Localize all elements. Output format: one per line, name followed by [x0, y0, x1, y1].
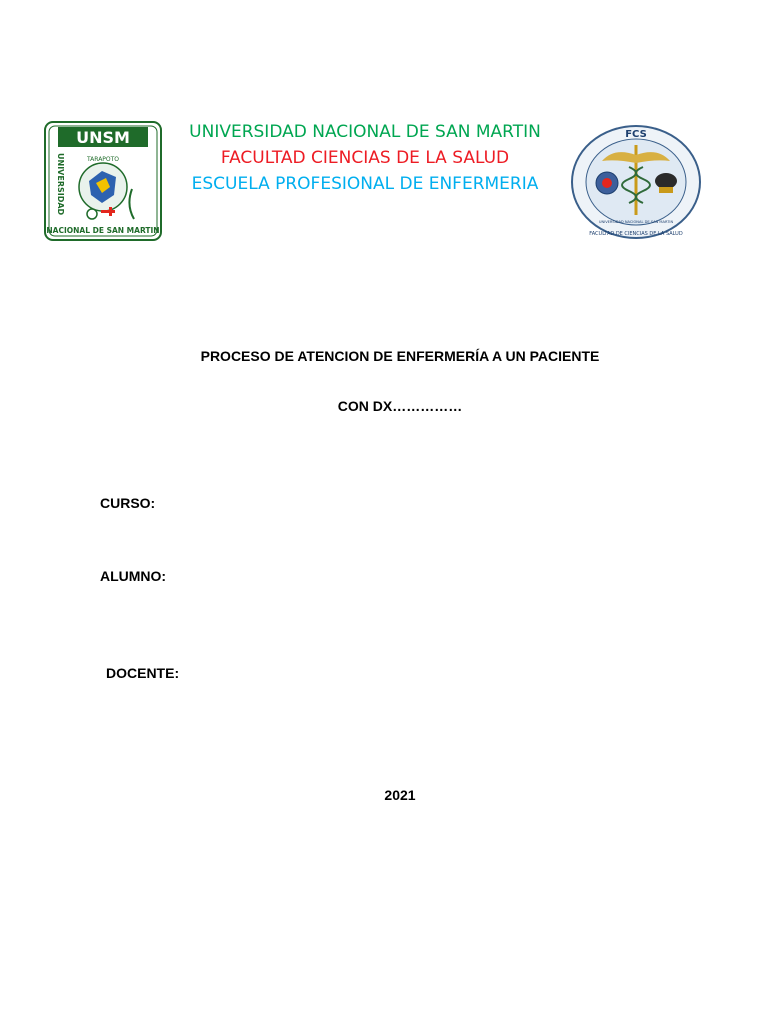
- document-title: PROCESO DE ATENCION DE ENFERMERÍA A UN PACIENTE: [200, 348, 600, 364]
- fcs-seal-icon: [569, 123, 703, 241]
- fcs-logo: [569, 123, 703, 241]
- unsm-city-text: TARAPOTO: [86, 156, 120, 163]
- course-label: CURSO:: [100, 495, 156, 511]
- fcs-ring-text: FACULTAD DE CIENCIAS DE LA SALUD: [589, 231, 683, 237]
- school-name: ESCUELA PROFESIONAL DE ENFERMERIA: [191, 174, 539, 194]
- student-label: ALUMNO:: [100, 568, 167, 584]
- unsm-ring-left-text: UNIVERSIDAD: [56, 153, 65, 216]
- document-year: 2021: [384, 787, 416, 803]
- university-name: UNIVERSIDAD NACIONAL DE SAN MARTIN: [189, 122, 541, 142]
- faculty-name: FACULTAD CIENCIAS DE LA SALUD: [220, 148, 510, 168]
- unsm-ring-bottom-text: NACIONAL DE SAN MARTIN: [46, 226, 160, 235]
- unsm-logo-text: UNSM: [76, 128, 130, 147]
- teacher-label: DOCENTE:: [106, 665, 180, 681]
- unsm-logo: [44, 121, 162, 241]
- unsm-seal-icon: [44, 121, 162, 241]
- document-subtitle: CON DX……………: [337, 398, 463, 414]
- fcs-logo-text: FCS: [625, 129, 647, 140]
- fcs-inner-text: UNIVERSIDAD NACIONAL DE SAN MARTIN: [598, 220, 674, 224]
